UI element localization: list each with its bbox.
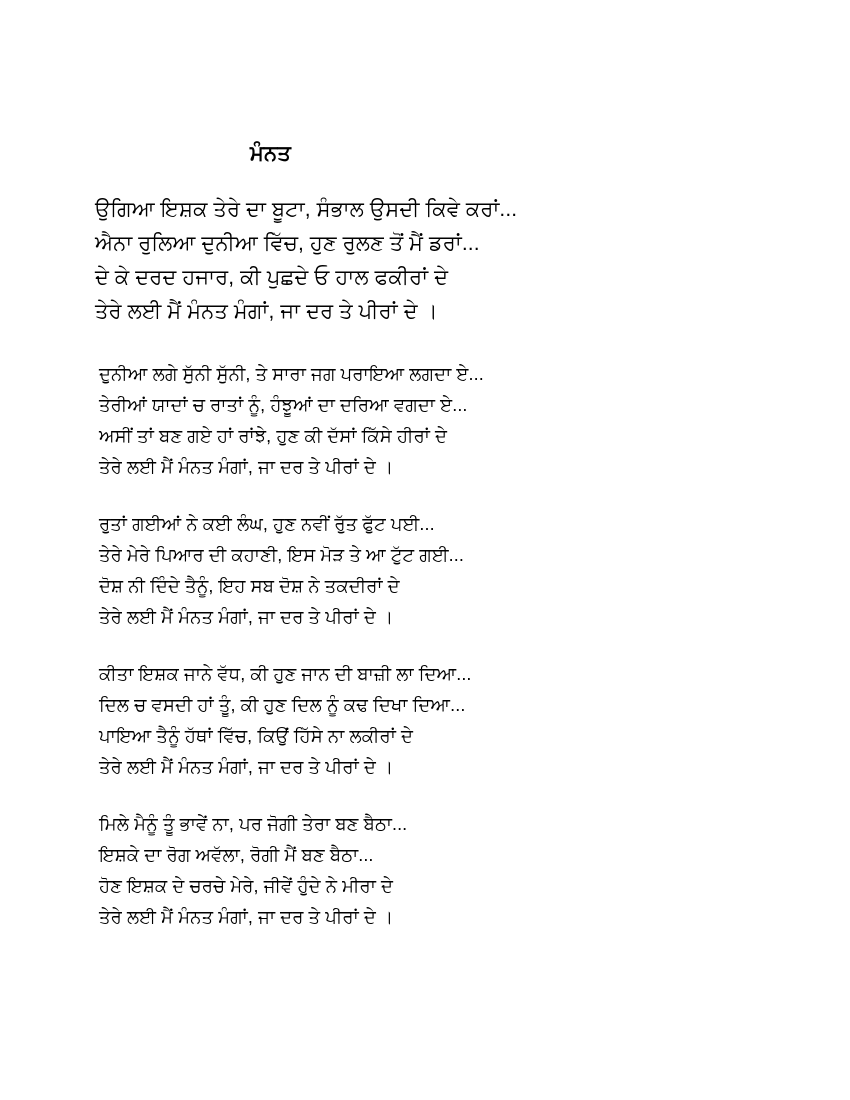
poem-line: ਦੁਨੀਆ ਲਗੇ ਸੁੱਨੀ ਸੁੱਨੀ, ਤੇ ਸਾਰਾ ਜਗ ਪਰਾਇਆ ਲਗਦਾ ਏ...: [99, 364, 484, 385]
poem-line: ਅਸੀਂ ਤਾਂ ਬਣ ਗਏ ਹਾਂ ਰਾਂਝੇ, ਹੁਣ ਕੀ ਦੱਸਾਂ ਕਿੱਸੇ ਹੀਰਾਂ ਦੇ: [99, 426, 448, 447]
poem-line: ਹੋਣ ਇਸ਼ਕ ਦੇ ਚਰਚੇ ਮੇਰੇ, ਜੀਵੇਂ ਹੁੰਦੇ ਨੇ ਮੀਰਾ ਦੇ: [99, 875, 394, 896]
poem-line: ਉਗਿਆ ਇਸ਼ਕ ਤੇਰੇ ਦਾ ਬੂਟਾ, ਸੰਭਾਲ ਉਸਦੀ ਕਿਵੇ ਕਰਾਂ...: [95, 198, 518, 222]
poem-line: ਤੇਰੇ ਲਈ ਮੈਂ ਮੰਨਤ ਮੰਗਾਂ, ਜਾ ਦਰ ਤੇ ਪੀਰਾਂ ਦੇ ।: [99, 756, 394, 777]
poem-stanza-1: [95, 193, 755, 329]
poem-line: ਤੇਰੇ ਮੇਰੇ ਪਿਆਰ ਦੀ ਕਹਾਣੀ, ਇਸ ਮੋੜ ਤੇ ਆ ਟੁੱਟ ਗਈ...: [99, 545, 464, 566]
poem-line: ਤੇਰੀਆਂ ਯਾਦਾਂ ਚ ਰਾਤਾਂ ਨੂੰ, ਹੰਝੂਆਂ ਦਾ ਦਰਿਆ ਵਗਦਾ ਏ...: [99, 395, 468, 416]
poem-line: ਤੇਰੇ ਲਈ ਮੈਂ ਮੰਨਤ ਮੰਗਾਂ, ਜਾ ਦਰ ਤੇ ਪੀਰਾਂ ਦੇ ।: [95, 300, 438, 324]
page-title: ਮੰਨਤ: [250, 142, 291, 165]
poem-line: ਤੇਰੇ ਲਈ ਮੈਂ ਮੰਨਤ ਮੰਗਾਂ, ਜਾ ਦਰ ਤੇ ਪੀਰਾਂ ਦੇ ।: [99, 906, 394, 927]
poem-line: ਦੇ ਕੇ ਦਰਦ ਹਜਾਰ, ਕੀ ਪੁਛਦੇ ਓ ਹਾਲ ਫਕੀਰਾਂ ਦੇ: [95, 266, 449, 290]
poem-line: ਦੋਸ਼ ਨੀ ਦਿੰਦੇ ਤੈਨੂੰ, ਇਹ ਸਬ ਦੋਸ਼ ਨੇ ਤਕਦੀਰਾਂ ਦੇ: [99, 576, 400, 597]
poem-line: ਕੀਤਾ ਇਸ਼ਕ ਜਾਨੇ ਵੱਧ, ਕੀ ਹੁਣ ਜਾਨ ਦੀ ਬਾਜ਼ੀ ਲਾ ਦਿਆ...: [99, 663, 472, 684]
poem-line: ਇਸ਼ਕੇ ਦਾ ਰੋਗ ਅਵੱਲਾ, ਰੋਗੀ ਮੈਂ ਬਣ ਬੈਠਾ...: [99, 844, 374, 865]
poem-stanza-5: [95, 809, 755, 933]
poem-stanza-3: [95, 509, 755, 633]
poem-line: ਤੇਰੇ ਲਈ ਮੈਂ ਮੰਨਤ ਮੰਗਾਂ, ਜਾ ਦਰ ਤੇ ਪੀਰਾਂ ਦੇ ।: [99, 457, 394, 478]
poem-line: ਮਿਲੇ ਮੈਨੂੰ ਤੂੰ ਭਾਵੇਂ ਨਾ, ਪਰ ਜੋਗੀ ਤੇਰਾ ਬਣ ਬੈਠਾ...: [99, 813, 408, 834]
poem-line: ਪਾਇਆ ਤੈਨੂੰ ਹੱਥਾਂ ਵਿੱਚ, ਕਿਉਂ ਹਿੱਸੇ ਨਾ ਲਕੀਰਾਂ ਦੇ: [99, 725, 414, 746]
poem-line: ਰੁਤਾਂ ਗਈਆਂ ਨੇ ਕਈ ਲੰਘ, ਹੁਣ ਨਵੀਂ ਰੁੱਤ ਫੁੱਟ ਪਈ...: [99, 514, 435, 535]
poem-line: ਐਨਾ ਰੁਲਿਆ ਦੁਨੀਆ ਵਿੱਚ, ਹੁਣ ਰੁਲਣ ਤੋਂ ਮੈਂ ਡਰਾਂ...: [95, 232, 480, 256]
poem-line: ਤੇਰੇ ਲਈ ਮੈਂ ਮੰਨਤ ਮੰਗਾਂ, ਜਾ ਦਰ ਤੇ ਪੀਰਾਂ ਦੇ ।: [99, 607, 394, 628]
poem-stanza-4: [95, 659, 755, 783]
poem-stanza-2: [95, 359, 755, 483]
poem-line: ਦਿਲ ਚ ਵਸਦੀ ਹਾਂ ਤੂੰ, ਕੀ ਹੁਣ ਦਿਲ ਨੂੰ ਕਢ ਦਿਖਾ ਦਿਆ...: [99, 694, 466, 715]
